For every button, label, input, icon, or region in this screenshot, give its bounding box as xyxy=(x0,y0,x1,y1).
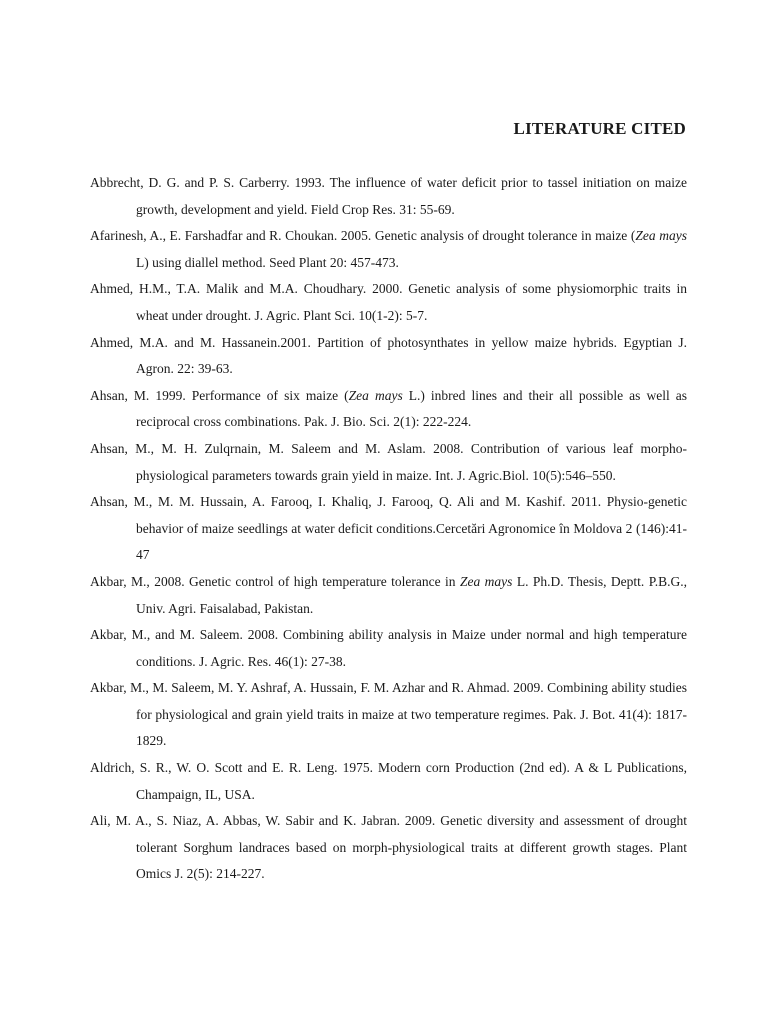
reference-text: Akbar, M., and M. Saleem. 2008. Combining ability analysis in Maize under normal and high temperature conditions. J. Agric. Res. 46(1): 27-38. xyxy=(90,627,687,669)
reference-list xyxy=(90,170,687,888)
reference-entry xyxy=(90,170,687,223)
reference-text: Akbar, M., 2008. Genetic control of high temperature tolerance in xyxy=(90,573,460,589)
reference-text: Abbrecht, D. G. and P. S. Carberry. 1993. The influence of water deficit prior to tassel initiation on maize growth, development and yield. Field Crop Res. 31: 55-69. xyxy=(90,175,687,217)
reference-entry xyxy=(90,330,687,383)
reference-text: Ahmed, H.M., T.A. Malik and M.A. Choudhary. 2000. Genetic analysis of some physiomorphic traits in wheat under drought. J. Agric. Plant Sci. 10(1-2): 5-7. xyxy=(90,281,687,323)
reference-entry xyxy=(90,622,687,675)
reference-text: Ali, M. A., S. Niaz, A. Abbas, W. Sabir and K. Jabran. 2009. Genetic diversity and assessment of drought tolerant Sorghum landraces based on morph-physiological traits at different growth stages. Plant Omics J. 2(5): 214-227. xyxy=(90,813,687,882)
reference-entry xyxy=(90,675,687,755)
reference-entry xyxy=(90,808,687,888)
reference-text: L) using diallel method. Seed Plant 20: 457-473. xyxy=(136,254,399,270)
species-name: Zea mays xyxy=(635,228,687,244)
reference-entry xyxy=(90,223,687,276)
reference-text: Ahmed, M.A. and M. Hassanein.2001. Partition of photosynthates in yellow maize hybrids. Egyptian J. Agron. 22: 39-63. xyxy=(90,334,687,377)
reference-entry xyxy=(90,489,687,569)
reference-text: Aldrich, S. R., W. O. Scott and E. R. Leng. 1975. Modern corn Production (2nd ed). A & L Publications, Champaign, IL, USA. xyxy=(90,760,687,802)
species-name: Zea mays xyxy=(348,387,403,403)
reference-text: L. Ph.D. Thesis, Deptt. P.B.G., Univ. Agri. Faisalabad, Pakistan. xyxy=(136,573,688,616)
reference-entry xyxy=(90,569,687,622)
reference-text: Afarinesh, A., E. Farshadfar and R. Choukan. 2005. Genetic analysis of drought tolerance in maize ( xyxy=(90,228,636,244)
reference-text: Ahsan, M. 1999. Performance of six maize ( xyxy=(90,387,349,403)
reference-entry xyxy=(90,755,687,808)
page-title: LITERATURE CITED xyxy=(513,119,686,138)
reference-entry xyxy=(90,436,687,489)
reference-text: Ahsan, M., M. H. Zulqrnain, M. Saleem and M. Aslam. 2008. Contribution of various leaf morpho-physiological parameters towards grain yield in maize. Int. J. Agric.Biol. 10(5):546–550. xyxy=(90,440,687,483)
reference-entry xyxy=(90,383,687,436)
reference-text: Akbar, M., M. Saleem, M. Y. Ashraf, A. Hussain, F. M. Azhar and R. Ahmad. 2009. Combining ability studies for physiological and grain yield traits in maize at two temperature regimes. Pak. J. Bot. 41(4): 1817-1829. xyxy=(90,680,687,749)
reference-text: Ahsan, M., M. M. Hussain, A. Farooq, I. Khaliq, J. Farooq, Q. Ali and M. Kashif. 2011. Physio-genetic behavior of maize seedlings at water deficit conditions.Cercetări Agronomice în Moldova 2 (146):41-47 xyxy=(90,494,687,563)
reference-entry xyxy=(90,276,687,329)
reference-text: L.) inbred lines and their all possible as well as reciprocal cross combinations. Pak. J. Bio. Sci. 2(1): 222-224. xyxy=(136,387,688,430)
species-name: Zea mays xyxy=(459,573,513,589)
